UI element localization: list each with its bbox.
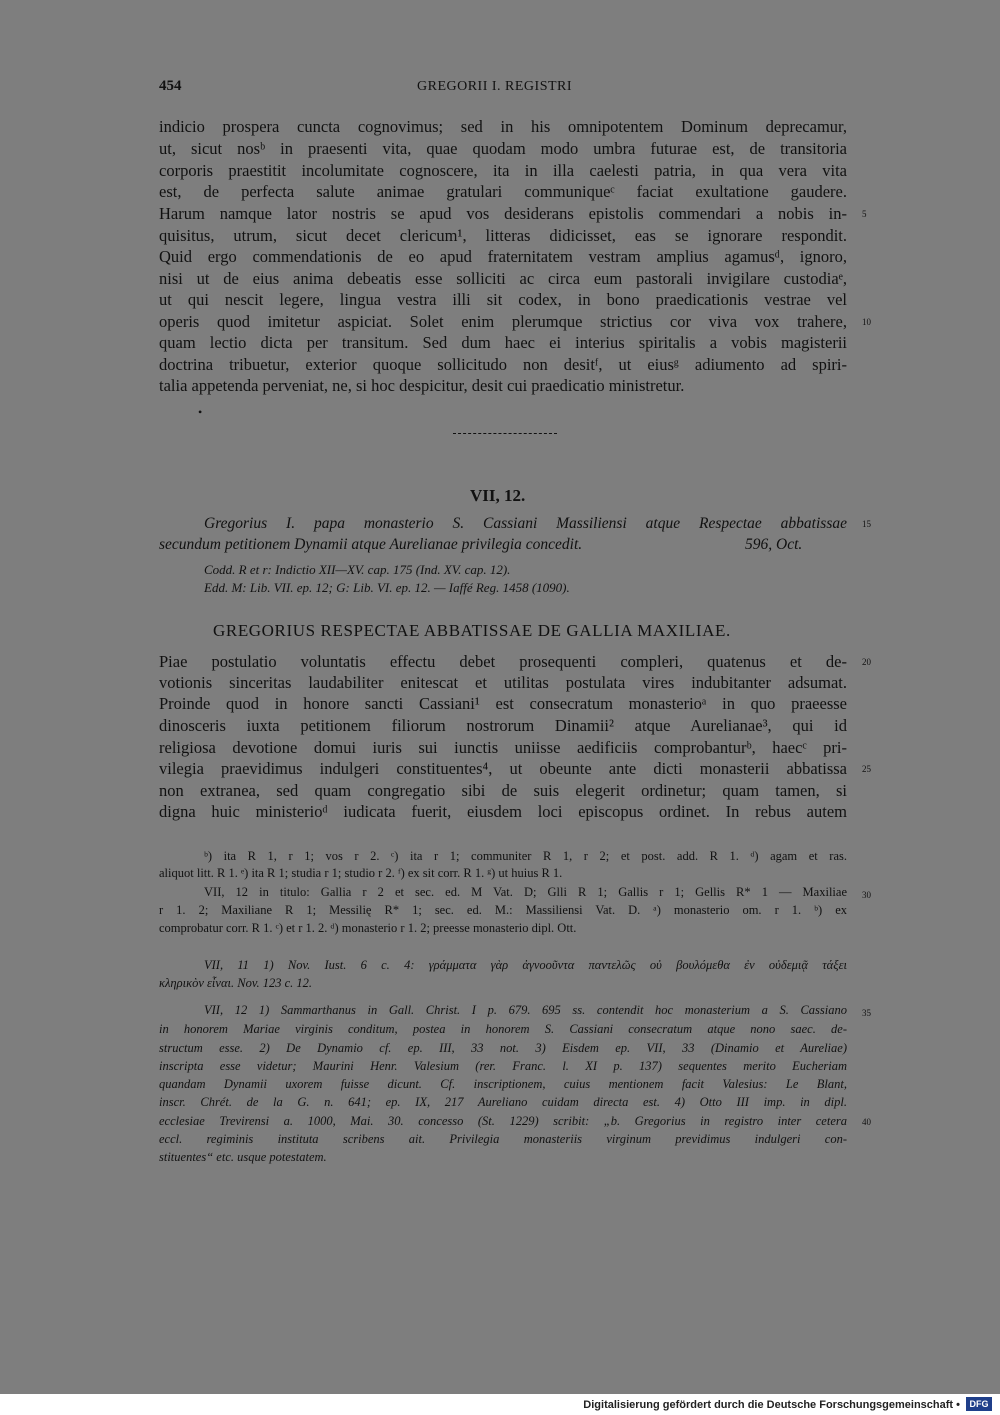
epistle-summary-line: secundum petitionem Dynamii atque Aurelianae privilegia concedit.: [159, 536, 583, 553]
line-number: 5: [862, 209, 867, 219]
main-text-line: corporis praestitit incolumitate cognoscere, ita in illa caelesti patria, in qua vera vita: [159, 161, 847, 180]
epistle-text-line: dinosceris iuxta petitionem filiorum nostrorum Dinamii² atque Aurelianae³, qui id: [159, 716, 847, 735]
commentary-line: VII, 12 1) Sammarthanus in Gall. Christ. I p. 679. 695 ss. contendit hoc monasterium a S. Cassiano: [204, 1003, 847, 1017]
commentary-line: inscr. Chrét. de la G. n. 641; ep. IX, 217 Aureliano cuidam directa est. 4) Otto III imp. in dipl.: [159, 1095, 847, 1109]
apparatus-line: comprobatur corr. R 1. ᶜ) et r 1. 2. ᵈ) monasterio r 1. 2; preesse monasterio dipl. Ott.: [159, 921, 577, 935]
main-text-line: indicio prospera cuncta cognovimus; sed in his omnipotentem Dominum deprecamur,: [159, 117, 847, 136]
editions-note: Edd. M: Lib. VII. ep. 12; G: Lib. VI. ep. 12. — Iaffé Reg. 1458 (1090).: [204, 580, 570, 595]
main-text-line: talia appetenda perveniat, ne, si hoc despicitur, desit cui praedicatio ministretur.: [159, 376, 685, 395]
main-text-line: Harum namque lator nostris se apud vos desiderans epistolis commendari a nobis in-: [159, 204, 847, 223]
epistle-date: 596, Oct.: [745, 536, 803, 553]
line-number: 40: [862, 1117, 871, 1127]
epistle-text-line: non extranea, sed quam congregatio sibi de suis elegerit ordinetur; quam tamen, si: [159, 781, 847, 800]
line-number: 30: [862, 890, 871, 900]
main-text-line: nisi ut de eius anima debeatis esse solliciti ac circa eum pastorali invigilare custodiaᵉ,: [159, 269, 847, 288]
apparatus-line: ᵇ) ita R 1, r 1; vos r 2. ᶜ) ita r 1; communiter R 1, r 2; et post. add. R 1. ᵈ) agam et ras.: [204, 849, 847, 863]
codices-note: Codd. R et r: Indictio XII—XV. cap. 175 (Ind. XV. cap. 12).: [204, 562, 511, 577]
running-head-title: GREGORII I. REGISTRI: [417, 79, 573, 94]
epistle-text-line: digna huic ministerioᵈ iudicata fuerit, eiusdem loci episcopus ordinet. In rebus autem: [159, 802, 847, 821]
commentary-line: quandam Dynamii uxorem fuisse dicunt. Cf. inscriptionem, cuius mentionem facit Valesius: Le Blant,: [159, 1077, 847, 1091]
line-number: 20: [862, 657, 871, 667]
main-text-line: quam lectio dicta per transitum. Sed dum haec ei interius spiritalis a vobis magisterii: [159, 333, 847, 352]
main-text-line: ut, sicut nosᵇ in praesenti vita, quae quodam modo umbra futurae est, de transitoria: [159, 139, 847, 158]
section-separator: [453, 433, 557, 434]
commentary-line: ecclesiae Trevirensi a. 1000, Mai. 30. concesso (St. 1229) scribit: „b. Gregorius in registro inter cetera: [159, 1114, 847, 1128]
epistle-text-line: votionis sinceritas laudabiliter enitescat et utilitas postulata vires indubitanter adsumat.: [159, 673, 847, 692]
commentary-line: stituentes“ etc. usque potestatem.: [159, 1150, 327, 1164]
line-number: 35: [862, 1008, 871, 1018]
commentary-line: structum esse. 2) De Dynamio cf. ep. III, 33 not. 3) Eisdem ep. VII, 33 (Dinamio et Aureliae): [159, 1041, 847, 1055]
epistle-summary-line: Gregorius I. papa monasterio S. Cassiani Massiliensi atque Respectae abbatissae: [204, 515, 847, 532]
epistle-number: VII, 12.: [470, 486, 526, 505]
main-text-line: quisitus, utrum, sicut decet clericum¹, litteras didicisset, eas se ignorare respondit.: [159, 226, 847, 245]
page-number: 454: [159, 78, 182, 94]
epistle-text-line: religiosa devotione domui iuris sui iunctis uniisse aedificiis comprobanturᵇ, haecᶜ pri-: [159, 738, 847, 757]
main-text-line: operis quod imitetur aspiciat. Solet enim plerumque strictius cor viva vox trahere,: [159, 312, 847, 331]
apparatus-line: VII, 12 in titulo: Gallia r 2 et sec. ed. M Vat. D; Glli R 1; Gallis r 1; Gellis R* 1 — Maxiliae: [204, 885, 847, 899]
main-text-line: est, de perfecta salute animae gratulari communiqueᶜ faciat exultatione gaudere.: [159, 182, 847, 201]
epistle-text-line: Proinde quod in honore sancti Cassiani¹ est consecratum monasterioᵃ in quo praeesse: [159, 694, 847, 713]
commentary-line: κληρικὸν εἶναι. Nov. 123 c. 12.: [159, 976, 312, 990]
commentary-line: VII, 11 1) Nov. Iust. 6 c. 4: γράμματα γὰρ ἀγνοοῦντα παντελῶς οὐ βουλόμεθα ἐν οὐδεμιᾷ τάξει: [204, 958, 847, 972]
apparatus-line: aliquot litt. R 1. ᵉ) ita R 1; studia r 1; studio r 2. ᶠ) ex sit corr. R 1. ᵍ) ut huius R 1.: [159, 866, 563, 880]
commentary-line: in honorem Mariae virginis conditum, postea in honorem S. Cassiani consecratum atque nono saec. de-: [159, 1022, 847, 1036]
stray-dot: •: [198, 405, 203, 419]
dfg-logo: DFG: [966, 1397, 992, 1411]
line-number: 25: [862, 764, 871, 774]
apparatus-line: r 1. 2; Maxiliane R 1; Messilię R* 1; sec. ed. M.: Massiliensi Vat. D. ᵃ) monasterio om. r 1. ᵇ) ex: [159, 903, 847, 917]
epistle-text-line: vilegia praevidimus indulgeri constituentes⁴, ut obeunte ante dicti monasterii abbatissa: [159, 759, 847, 778]
commentary-line: inscripta esse videtur; Maurini Henr. Valesium (rer. Franc. l. XI p. 137) sequentes merito Eucheriam: [159, 1059, 847, 1073]
footer-credit: Digitalisierung gefördert durch die Deutsche Forschungsgemeinschaft •: [583, 1399, 960, 1411]
line-number: 10: [862, 317, 871, 327]
epistle-text-line: Piae postulatio voluntatis effectu debet prosequenti compleri, quatenus et de-: [159, 652, 847, 671]
main-text-line: Quid ergo commendationis de eo apud fraternitatem vestram amplius agamusᵈ, ignoro,: [159, 247, 847, 266]
line-number: 15: [862, 519, 871, 529]
epistle-rubric: GREGORIUS RESPECTAE ABBATISSAE DE GALLIA MAXILIAE.: [213, 621, 731, 640]
main-text-line: ut qui nescit legere, lingua vestra illi sit codex, in bono praedicationis vestrae vel: [159, 290, 847, 309]
main-text-line: doctrina tribuetur, exterior quoque sollicitudo non desitᶠ, ut eiusᵍ adiumento ad spiri-: [159, 355, 847, 374]
commentary-line: eccl. regiminis instituta scribens ait. Privilegia monasteriis virginum previdimus indulgeri con-: [159, 1132, 847, 1146]
